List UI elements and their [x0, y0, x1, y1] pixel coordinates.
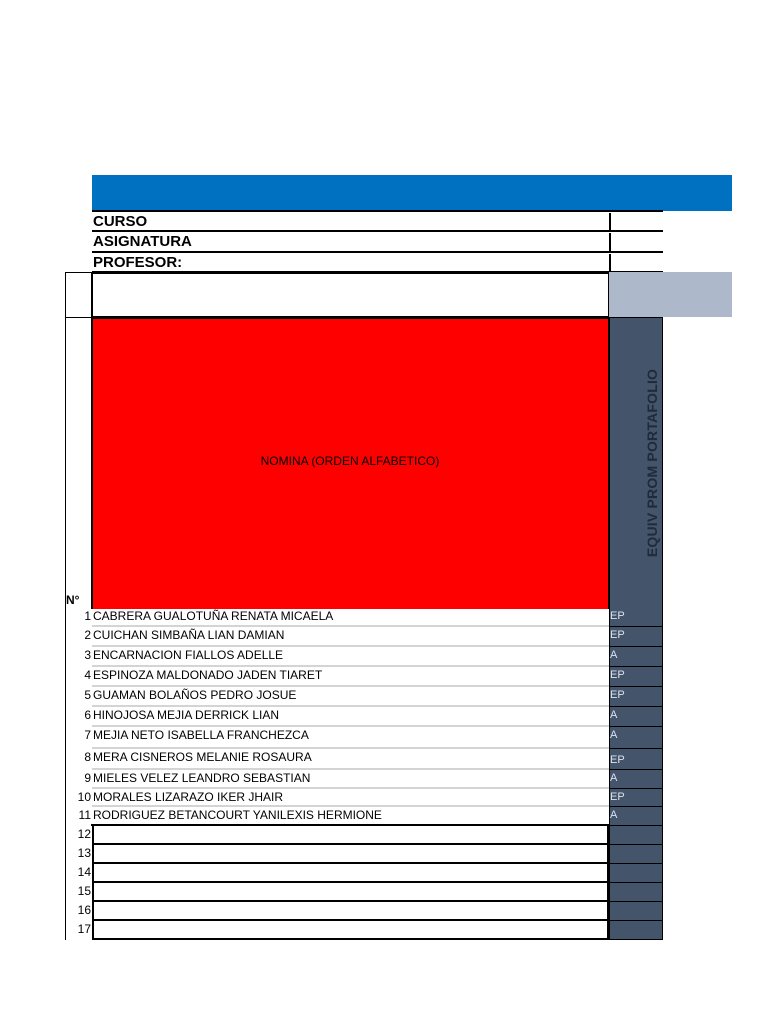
equiv-cell[interactable]: EP: [609, 667, 663, 687]
table-row: [66, 902, 663, 921]
number-column-top-cell: [65, 272, 92, 318]
student-name-cell[interactable]: HINOJOSA MEJIA DERRICK LIAN: [92, 707, 609, 727]
row-number: 15: [77, 884, 91, 898]
equiv-cell[interactable]: [609, 902, 663, 921]
row-number: 11: [78, 808, 91, 822]
equiv-cell[interactable]: EP: [609, 789, 663, 807]
asignatura-label: ASIGNATURA: [92, 233, 611, 252]
table-row: [66, 727, 663, 749]
table-row: [66, 883, 663, 902]
header-bar: [92, 175, 732, 211]
row-number: 12: [77, 827, 91, 841]
curso-row: [92, 210, 663, 231]
row-number: 1: [84, 609, 91, 623]
equiv-cell[interactable]: A: [609, 807, 663, 826]
student-name-cell[interactable]: [92, 883, 609, 902]
row-number: 4: [84, 668, 91, 682]
profesor-row: [92, 251, 663, 272]
grey-header-block: [609, 272, 732, 317]
profesor-label: PROFESOR:: [92, 254, 611, 273]
equiv-cell[interactable]: [609, 826, 663, 845]
student-name-cell[interactable]: ESPINOZA MALDONADO JADEN TIARET: [92, 667, 609, 687]
student-name-cell[interactable]: CABRERA GUALOTUÑA RENATA MICAELA: [92, 608, 609, 627]
table-row: [66, 749, 663, 770]
student-name-cell[interactable]: [92, 921, 609, 940]
student-name-cell[interactable]: [92, 845, 609, 864]
student-name-cell[interactable]: [92, 864, 609, 883]
equiv-cell[interactable]: [609, 864, 663, 883]
student-name-cell[interactable]: MEJIA NETO ISABELLA FRANCHEZCA: [92, 727, 609, 749]
row-number: 10: [77, 790, 91, 804]
blank-header-cell: [91, 272, 610, 318]
table-row: [66, 687, 663, 707]
student-name-cell[interactable]: GUAMAN BOLAÑOS PEDRO JOSUE: [92, 687, 609, 707]
student-name-cell[interactable]: [92, 902, 609, 921]
student-name-cell[interactable]: [92, 826, 609, 845]
row-number: 9: [84, 771, 91, 785]
table-row: [66, 608, 663, 627]
table-row: [66, 647, 663, 667]
equiv-cell[interactable]: EP: [609, 627, 663, 647]
equiv-cell[interactable]: A: [609, 727, 663, 749]
equiv-header-cell: [626, 317, 678, 609]
table-row: [66, 845, 663, 864]
equiv-cell[interactable]: A: [609, 770, 663, 789]
row-number: 8: [84, 750, 91, 764]
student-name-cell[interactable]: MIELES VELEZ LEANDRO SEBASTIAN: [92, 770, 609, 789]
row-number: 13: [77, 846, 91, 860]
row-number: 2: [84, 628, 91, 642]
row-number: 16: [77, 903, 91, 917]
equiv-cell[interactable]: [609, 921, 663, 940]
equiv-cell[interactable]: A: [609, 707, 663, 727]
asignatura-row: [92, 230, 663, 251]
equiv-cell[interactable]: EP: [609, 687, 663, 707]
student-name-cell[interactable]: RODRIGUEZ BETANCOURT YANILEXIS HERMIONE: [92, 807, 609, 826]
table-row: [66, 667, 663, 687]
row-number: 3: [84, 648, 91, 662]
equiv-cell[interactable]: EP: [609, 749, 663, 770]
student-name-cell[interactable]: ENCARNACION FIALLOS ADELLE: [92, 647, 609, 667]
table-row: [66, 707, 663, 727]
table-row: [66, 627, 663, 647]
row-number: 5: [84, 688, 91, 702]
number-header-label: N°: [66, 593, 80, 607]
row-number: 14: [77, 865, 91, 879]
equiv-cell[interactable]: [609, 845, 663, 864]
student-name-cell[interactable]: CUICHAN SIMBAÑA LIAN DAMIAN: [92, 627, 609, 647]
table-row: [66, 789, 663, 807]
table-row: [66, 864, 663, 883]
table-row: [66, 826, 663, 845]
equiv-cell[interactable]: A: [609, 647, 663, 667]
equiv-cell[interactable]: EP: [609, 608, 663, 627]
table-row: [66, 770, 663, 789]
curso-label: CURSO: [92, 213, 611, 232]
row-number: 17: [77, 922, 91, 936]
empty-rows-divider: [91, 824, 610, 826]
row-number: 6: [84, 708, 91, 722]
row-number: 7: [84, 728, 91, 742]
name-header-label: NOMINA (ORDEN ALFABETICO): [260, 454, 440, 468]
student-name-cell[interactable]: MERA CISNEROS MELANIE ROSAURA: [92, 749, 609, 770]
equiv-header-label: EQUIV PROM PORTAFOLIO: [644, 368, 660, 558]
student-name-cell[interactable]: MORALES LIZARAZO IKER JHAIR: [92, 789, 609, 807]
table-row: [66, 921, 663, 940]
equiv-cell[interactable]: [609, 883, 663, 902]
